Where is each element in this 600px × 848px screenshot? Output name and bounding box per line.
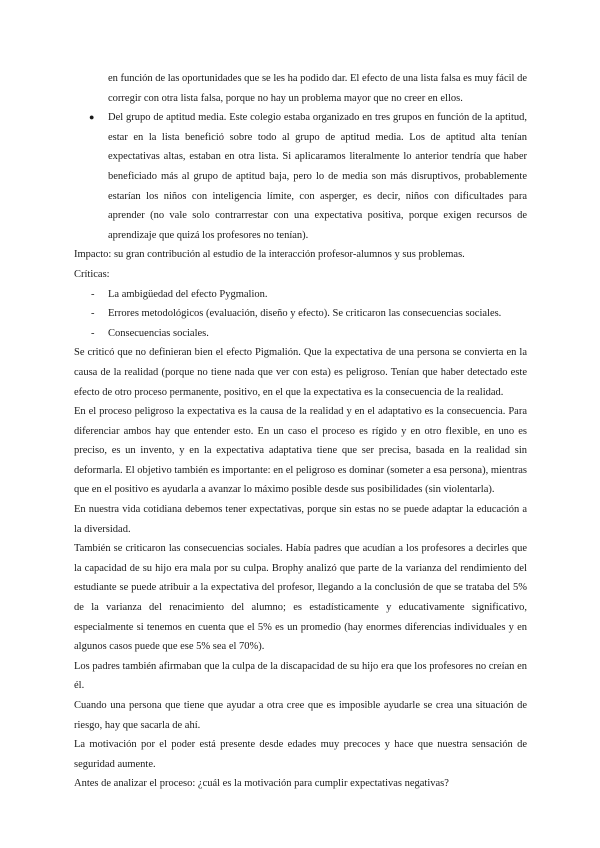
bullet-list-item	[74, 108, 527, 245]
dash-item-text: La ambigüedad del efecto Pygmalion.	[108, 288, 268, 300]
dash-item-text: Consecuencias sociales.	[108, 327, 209, 339]
dash-item-text: Errores metodológicos (evaluación, diseño y efecto). Se criticaron las consecuencias sociales.	[108, 308, 502, 320]
dash-list-item	[74, 324, 527, 344]
body-paragraph: También se criticaron las consecuencias sociales. Había padres que acudían a los profesores a decirles que la capacidad de su hijo era mala por su culpa. Brophy analizó que parte de la varianza del rendimiento del estudiante se puede atribuir a la expectativa del profesor, llegando a la conclusión de que se trataba del 5% de la varianza del renacimiento del alumno; es estadísticamente y educativamente significativo, especialmente si tenemos en cuenta que el 5% es un promedio (hay enormes diferencias individuales y en algunos casos puede que ese 5% sea el 70%).	[74, 543, 527, 653]
bullet-icon: ●	[89, 112, 95, 123]
list-continuation-text: en función de las oportunidades que se les ha podido dar. El efecto de una lista falsa es muy fácil de corregir con otra lista falsa, porque no hay un problema mayor que no creer en ellos.	[108, 73, 527, 104]
dash-marker: -	[91, 308, 95, 320]
body-paragraph: Los padres también afirmaban que la culpa de la discapacidad de su hijo era que los profesores no creían en él.	[74, 660, 527, 692]
dash-list-item	[74, 285, 527, 305]
body-paragraph: Antes de analizar el proceso: ¿cuál es la motivación para cumplir expectativas negativas?	[74, 778, 449, 790]
dash-marker: -	[91, 327, 95, 339]
impacto-paragraph: Impacto: su gran contribución al estudio de la interacción profesor-alumnos y sus problemas.	[74, 249, 465, 261]
dash-list-item	[74, 304, 527, 324]
body-paragraph: Cuando una persona que tiene que ayudar a otra cree que es imposible ayudarle se crea una situación de riesgo, hay que sacarla de ahí.	[74, 700, 527, 731]
body-paragraph: En nuestra vida cotidiana debemos tener expectativas, porque sin estas no se puede adaptar la educación a la diversidad.	[74, 504, 527, 535]
dash-marker: -	[91, 288, 95, 300]
body-paragraph: En el proceso peligroso la expectativa es la causa de la realidad y en el adaptativo es la consecuencia. Para diferenciar ambos hay que entender esto. En un caso el proceso es rígido y en otro flexible, en uno es preciso, es un invento, y en la expectativa adaptativa tiene que ser precisa, basada en la realidad sin deformarla. El objetivo también es importante: en el peligroso es dominar (someter a esa persona), mientras que en el positivo es ayudarla a avanzar lo máximo posible desde sus posibilidades (sin violentarla).	[74, 406, 527, 496]
body-paragraph: Se criticó que no definieran bien el efecto Pigmalión. Que la expectativa de una persona se convierta en la causa de la realidad (porque no tiene nada que ver con esta) es peligroso. Tenían que haber detectado este efecto de otro proceso permanente, positivo, en el que la expectativa es la consecuencia de la realidad.	[74, 347, 527, 398]
criticas-heading: Críticas:	[74, 268, 110, 280]
document-body	[74, 69, 527, 794]
body-paragraph: La motivación por el poder está presente desde edades muy precoces y hace que nuestra sensación de seguridad aumente.	[74, 739, 527, 770]
bullet-item-text: Del grupo de aptitud media. Este colegio estaba organizado en tres grupos en función de la aptitud, estar en la lista benefició sobre todo al grupo de aptitud media. Los de aptitud alta tenían expectativas altas, estaban en otra lista. Si aplicaramos literalmente lo anterior tendría que haber beneficiado más al grupo de aptitud baja, pero lo de media son más disruptivos, probablemente estarían los niños con inteligencia límite, con asperger, es decir, niños con dificultades para aprender (no vale solo contrarrestar con una expectativa positiva, porque exigen recursos de aprendizaje que quizá los profesores no tenían).	[108, 112, 527, 241]
